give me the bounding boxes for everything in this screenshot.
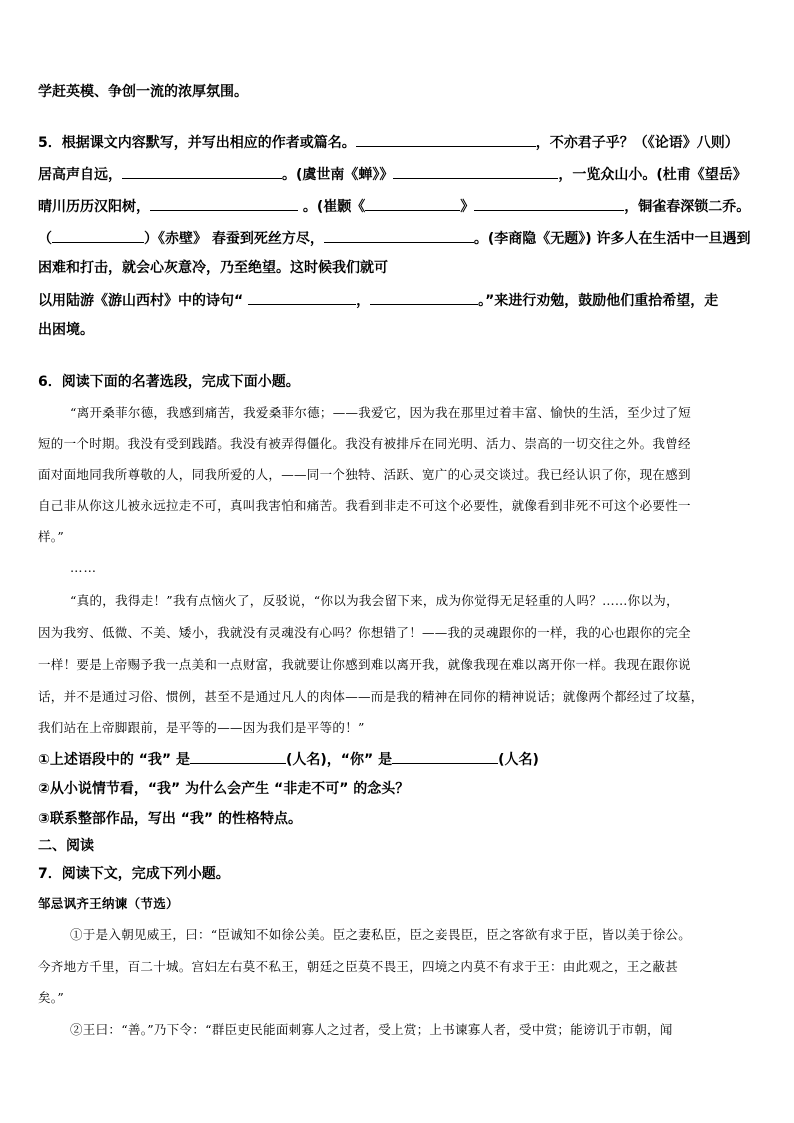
text-line-q5_7: 出困境。 [38,322,94,338]
text-fragment: 晴川历历汉阳树， [38,199,150,215]
answer-blank[interactable] [150,196,298,211]
text-fragment: (人名) [498,752,539,768]
text-fragment: 。(虞世南《蝉》》 [282,167,394,183]
answer-blank[interactable] [248,290,356,305]
text-line-q6_head: 6．阅读下面的名著选段，完成下面小题。 [38,374,300,390]
text-line-c4: ②王曰：“善。”乃下令：“群臣吏民能面刺寡人之过者，受上赏；上书谏寡人者，受中赏；能谤讥于市朝，闻 [70,1022,673,1037]
text-line-p8: 因为我穷、低微、不美、矮小，我就没有灵魂没有心吗？你想错了！——我的灵魂跟你的一样，我的心也跟你的完全 [38,625,691,640]
text-line-p2: 短的一个时期。我没有受到践踏。我没有被弄得僵化。我没有被排斥在同光明、活力、崇高的一切交往之外。我曾经 [38,436,691,451]
text-line-q5_head [38,132,756,153]
answer-blank[interactable] [370,290,478,305]
text-fragment: 5．根据课文内容默写，并写出相应的作者或篇名。 [38,135,356,151]
text-line-sec2: 二、阅读 [38,838,94,854]
text-line-q5_4 [38,228,756,249]
answer-blank[interactable] [52,228,144,243]
text-fragment: ①上述语段中的 “我” 是 [38,752,191,768]
text-fragment: 》 [460,199,475,215]
text-line-q6_2: ②从小说情节看，“我” 为什么会产生 “非走不可” 的念头？ [38,781,410,797]
text-line-q5_5: 困难和打击，就会心灰意冷，乃至绝望。这时候我们就可 [38,260,388,276]
text-line-p5: 样。” [38,529,65,544]
text-fragment: ，不亦君子乎？（《论语》八则） [535,135,739,151]
answer-blank[interactable] [324,228,474,243]
answer-blank[interactable] [393,164,558,179]
text-line-p1: “离开桑菲尔德，我感到痛苦，我爱桑菲尔德；——我爱它，因为我在那里过着丰富、愉快的生活，至少过了短 [70,405,692,420]
text-line-q6_1 [38,749,756,770]
text-fragment: 以用陆游《游山西村》中的诗句“ [38,293,249,309]
answer-blank[interactable] [356,132,536,147]
text-line-q7_title: 邹忌讽齐王纳谏（节选） [38,896,179,911]
text-line-p7: “真的，我得走！”我有点恼火了，反驳说，“你以为我会留下来，成为你觉得无足轻重的人吗？……你以为， [70,593,679,608]
answer-blank[interactable] [122,164,282,179]
text-line-p3: 面对面地同我所尊敬的人，同我所爱的人，——同一个独特、活跃、宽广的心灵交谈过。我已经认识了你，现在感到 [38,467,691,482]
text-line-q7_head: 7．阅读下文，完成下列小题。 [38,866,230,882]
text-line-q5_2 [38,164,756,185]
text-fragment: ）《赤壁》 春蚕到死丝方尽， [144,231,324,247]
text-line-l01: 学赶英模、争创一流的浓厚氛围。 [38,84,248,100]
text-line-c3: 矣。” [38,990,65,1005]
text-fragment: ，铜雀春深锁二乔。 [624,199,751,215]
text-fragment: 。(崔颢《 [298,199,366,215]
text-fragment: 。(李商隐《无题》) 许多人在生活中一旦遇到 [473,231,751,247]
text-fragment: （ [38,231,52,247]
text-line-c1: ①于是入朝见威王，曰：“臣诚知不如徐公美。臣之妻私臣，臣之妾畏臣，臣之客欲有求于臣，皆以美于徐公。 [70,927,692,942]
answer-blank[interactable] [392,749,498,764]
text-line-q5_3 [38,196,756,217]
text-fragment: ，一览众山小。(杜甫《望岳》 [558,167,747,183]
answer-blank[interactable] [365,196,460,211]
text-line-p9: 一样！要是上帝赐予我一点美和一点财富，我就要让你感到难以离开我，就像我现在难以离开你一样。我现在跟你说 [38,657,691,672]
text-line-q5_6 [38,290,756,311]
text-line-p11: 我们站在上帝脚跟前，是平等的——因为我们是平等的！” [38,720,365,735]
text-line-p4: 自己非从你这儿被永远拉走不可，真叫我害怕和痛苦。我看到非走不可这个必要性，就像看到非死不可这个必要性一 [38,498,691,513]
answer-blank[interactable] [474,196,624,211]
text-line-p10: 话，并不是通过习俗、惯例，甚至不是通过凡人的肉体——而是我的精神在同你的精神说话；就像两个都经过了坟墓， [38,689,704,704]
text-line-c2: 今齐地方千里，百二十城。宫妇左右莫不私王，朝廷之臣莫不畏王，四境之内莫不有求于王：由此观之，王之蔽甚 [38,959,679,974]
text-line-p6: …… [70,560,97,575]
text-fragment: 居高声自远， [38,167,122,183]
answer-blank[interactable] [190,749,286,764]
text-fragment: (人名)，“你” 是 [286,752,393,768]
text-fragment: ， [356,293,371,309]
text-fragment: 。”来进行劝勉，鼓励他们重拾希望，走 [478,293,719,309]
text-line-q6_3: ③联系整部作品，写出 “我” 的性格特点。 [38,811,303,827]
